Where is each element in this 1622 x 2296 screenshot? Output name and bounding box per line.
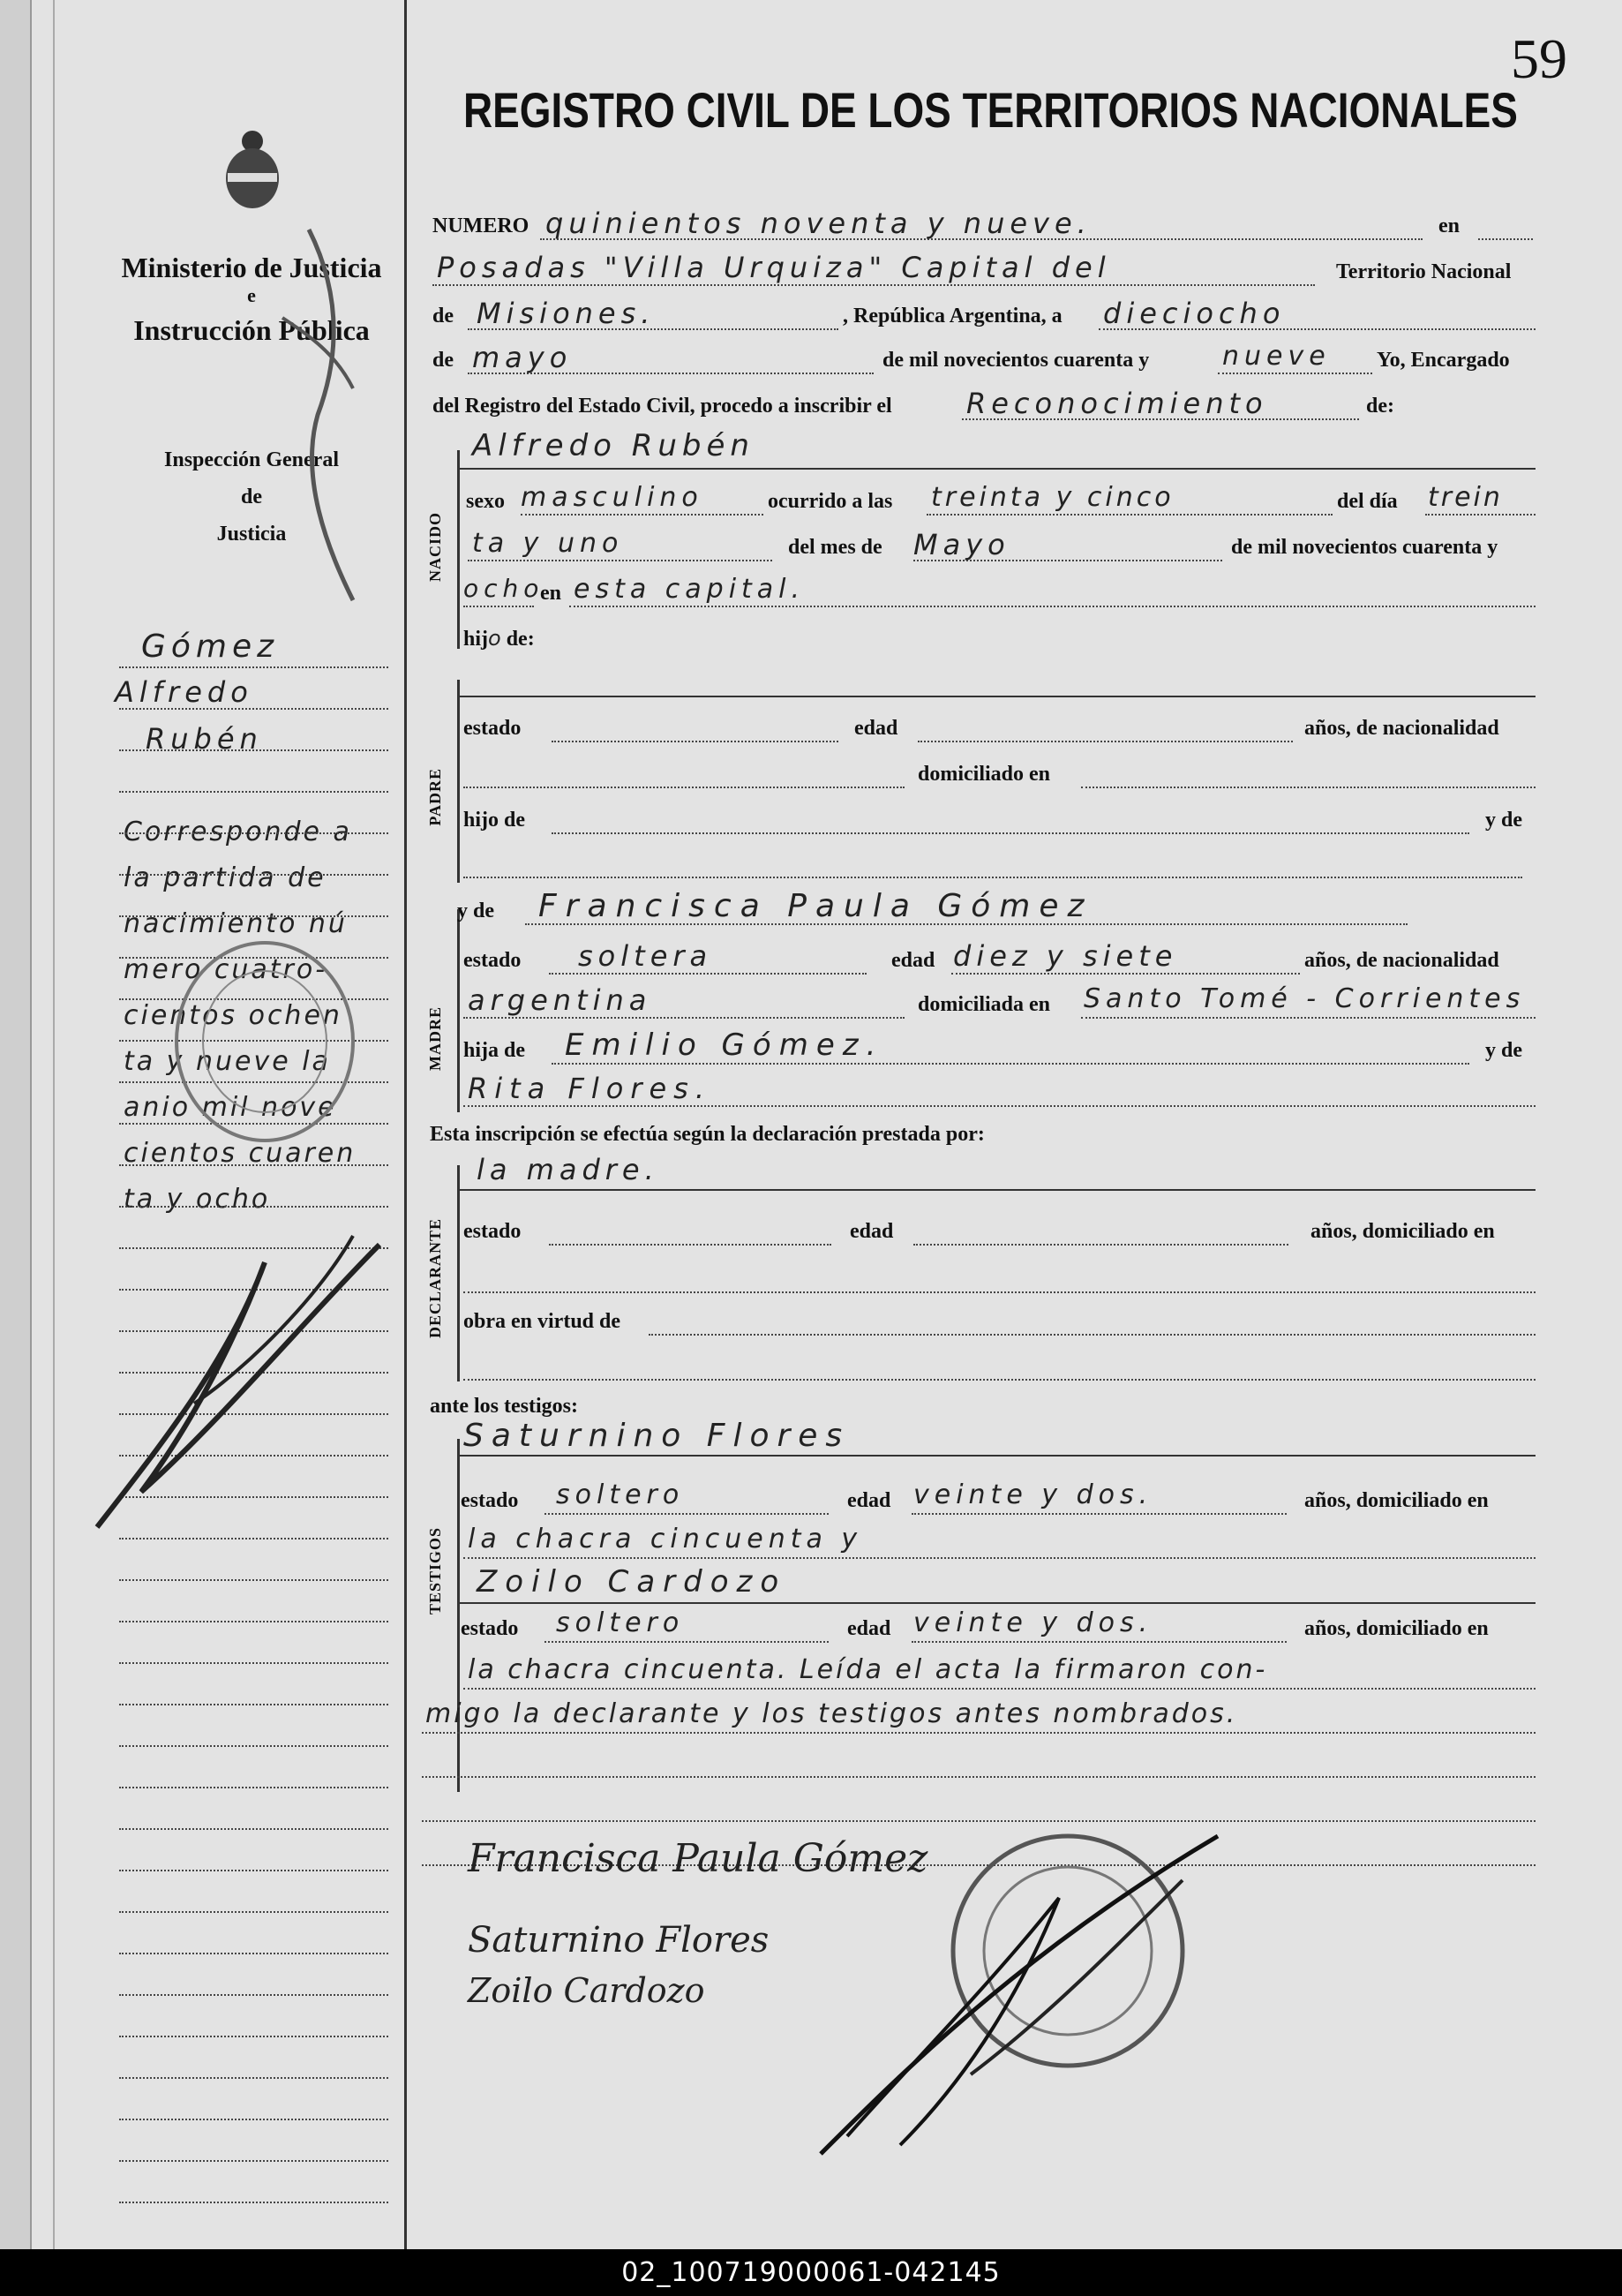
label-ocurrido: ocurrido a las bbox=[768, 490, 893, 513]
field-t2-dom2: migo la declarante y los testigos antes nombrados. bbox=[425, 1698, 1238, 1729]
field-dia2: ta y uno bbox=[472, 528, 624, 559]
rule-t2-dom2 bbox=[422, 1732, 1536, 1734]
official-signature-icon bbox=[794, 1810, 1235, 2163]
rule-madre-edad bbox=[951, 973, 1300, 975]
bracket-madre bbox=[457, 909, 460, 1112]
margin-rule-line bbox=[119, 708, 388, 710]
margin-rule-line bbox=[119, 915, 388, 917]
margin-note-line: cientos ochen bbox=[124, 1000, 342, 1031]
margin-rule-line bbox=[119, 1787, 388, 1788]
margin-rule-line bbox=[119, 666, 388, 668]
rule-t1-estado bbox=[544, 1513, 829, 1515]
field-lugar-nac: esta capital. bbox=[574, 574, 806, 605]
signature-saturnino: Saturnino Flores bbox=[468, 1920, 770, 1961]
field-nombre: Alfredo Rubén bbox=[472, 428, 755, 463]
bracket-nacido bbox=[457, 450, 460, 649]
label-del-dia: del día bbox=[1337, 490, 1398, 513]
field-anio: nueve bbox=[1222, 341, 1331, 372]
inspection-line3: Justicia bbox=[216, 523, 287, 546]
rule-padre-nac bbox=[463, 787, 905, 788]
field-anio-nac: ocho bbox=[463, 574, 544, 603]
rule-lugar-nac bbox=[569, 606, 1536, 607]
section-label-padre: PADRE bbox=[426, 768, 444, 826]
official-stamp-icon bbox=[168, 936, 362, 1148]
page-number: 59 bbox=[1511, 27, 1567, 90]
margin-given1: Alfredo bbox=[115, 675, 253, 709]
inspection-line2: de bbox=[241, 486, 262, 508]
field-t1-edad: veinte y dos. bbox=[913, 1479, 1153, 1510]
label-madre-domiciliada: domiciliada en bbox=[918, 993, 1051, 1016]
rule-en bbox=[1478, 238, 1533, 240]
label-t1-anos-dom: años, domiciliado en bbox=[1304, 1489, 1489, 1512]
margin-rule-line bbox=[119, 2077, 388, 2079]
rule-sexo bbox=[521, 514, 763, 516]
rule-testigo1 bbox=[459, 1455, 1536, 1457]
label-en: en bbox=[1438, 215, 1460, 237]
rule-padre-hijo bbox=[552, 832, 1469, 834]
rule-extra-1 bbox=[422, 1776, 1536, 1778]
margin-rule-line bbox=[119, 1745, 388, 1747]
rule-obra-2 bbox=[463, 1379, 1536, 1381]
margin-rule-line bbox=[119, 1579, 388, 1581]
field-t2-dom: la chacra cincuenta. Leída el acta la firmaron con- bbox=[468, 1654, 1268, 1685]
field-territorio: Misiones. bbox=[477, 297, 656, 330]
label-hijo-de: de: bbox=[506, 628, 535, 651]
label-t2-estado: estado bbox=[461, 1617, 519, 1640]
page-title: REGISTRO CIVIL DE LOS TERRITORIOS NACIONALES bbox=[463, 82, 1518, 138]
margin-rule-line bbox=[119, 2119, 388, 2120]
margin-rule-line bbox=[119, 1206, 388, 1208]
field-madre-padre: Emilio Gómez. bbox=[565, 1028, 884, 1063]
margin-surname: Gómez bbox=[141, 629, 280, 665]
rule-obra bbox=[649, 1334, 1536, 1336]
margin-rule-line bbox=[119, 1994, 388, 1996]
rule-t1-dom bbox=[463, 1557, 1536, 1559]
label-territorio: Territorio Nacional bbox=[1336, 260, 1512, 283]
field-madre-edad: diez y siete bbox=[953, 939, 1178, 973]
bracket-padre bbox=[457, 680, 460, 883]
rule-t2-dom bbox=[463, 1688, 1536, 1690]
vertical-signature-icon bbox=[256, 212, 371, 609]
rule-t2-edad bbox=[912, 1641, 1287, 1643]
rule-anio bbox=[1218, 373, 1372, 374]
margin-rule-line bbox=[119, 1538, 388, 1539]
field-acto: Reconocimiento bbox=[966, 387, 1268, 420]
rule-dia-nac bbox=[1425, 514, 1536, 516]
margin-note-line: ta y nueve la bbox=[124, 1046, 331, 1077]
field-t2-estado: soltero bbox=[556, 1607, 685, 1638]
label-obra-virtud: obra en virtud de bbox=[463, 1310, 621, 1333]
rule-madre-dom bbox=[1081, 1017, 1536, 1019]
rule-testigo2 bbox=[459, 1602, 1536, 1604]
label-numero: NUMERO bbox=[432, 215, 529, 237]
label-de-2: de bbox=[432, 349, 454, 372]
bracket-declarante bbox=[457, 1165, 460, 1381]
field-testigo1: Saturnino Flores bbox=[463, 1418, 851, 1454]
rule-t1-edad bbox=[912, 1513, 1287, 1515]
label-madre-estado: estado bbox=[463, 949, 522, 972]
label-madre-anos-nac: años, de nacionalidad bbox=[1304, 949, 1499, 972]
bracket-testigos bbox=[457, 1439, 460, 1792]
field-hijo-sufijo: o bbox=[488, 626, 501, 651]
margin-signature-icon bbox=[88, 1227, 406, 1536]
field-madre-estado: soltera bbox=[578, 939, 713, 973]
field-madre-madre: Rita Flores. bbox=[468, 1072, 712, 1105]
label-sexo: sexo bbox=[466, 490, 505, 513]
margin-note-line: ta y ocho bbox=[124, 1184, 271, 1215]
label-republica: , República Argentina, a bbox=[843, 305, 1063, 327]
margin-rule-line bbox=[119, 1911, 388, 1913]
label-t1-edad: edad bbox=[847, 1489, 891, 1512]
label-de-colon: de: bbox=[1366, 395, 1394, 418]
inspection-line1: Inspección General bbox=[164, 448, 339, 471]
field-t2-edad: veinte y dos. bbox=[913, 1607, 1153, 1638]
field-t1-estado: soltero bbox=[556, 1479, 685, 1510]
margin-rule-line bbox=[119, 1621, 388, 1622]
rule-madre-madre bbox=[463, 1105, 1536, 1107]
section-label-declarante: DECLARANTE bbox=[426, 1218, 444, 1339]
label-del-mes: del mes de bbox=[788, 536, 882, 559]
label-de: de bbox=[432, 305, 454, 327]
margin-rule-line bbox=[119, 2202, 388, 2203]
label-dec-edad: edad bbox=[850, 1220, 894, 1243]
field-testigo2: Zoilo Cardozo bbox=[477, 1564, 787, 1600]
margin-rule-line bbox=[119, 1953, 388, 1954]
field-t1-dom: la chacra cincuenta y bbox=[468, 1524, 863, 1555]
label-t2-anos-dom: años, domiciliado en bbox=[1304, 1617, 1489, 1640]
label-padre-hijo-de: hijo de bbox=[463, 809, 526, 832]
section-label-testigos: TESTIGOS bbox=[426, 1527, 444, 1615]
label-hijo bbox=[463, 626, 535, 651]
footer-id: 02_100719000061-042145 bbox=[0, 2249, 1622, 2296]
margin-rule-line bbox=[119, 749, 388, 751]
label-t2-edad: edad bbox=[847, 1617, 891, 1640]
field-hora: treinta y cinco bbox=[931, 482, 1175, 513]
section-label-nacido: NACIDO bbox=[426, 512, 444, 583]
rule-dia2 bbox=[468, 560, 772, 561]
margin-rule-line bbox=[119, 2160, 388, 2162]
margin-rule-line bbox=[119, 832, 388, 834]
binding-edge bbox=[0, 0, 32, 2249]
label-madre-y-de-2: y de bbox=[1485, 1039, 1522, 1062]
label-padre-estado: estado bbox=[463, 717, 522, 740]
ministry-line2: e bbox=[247, 284, 256, 306]
label-registro: del Registro del Estado Civil, procedo a inscribir el bbox=[432, 395, 892, 418]
rule-hora bbox=[927, 514, 1333, 516]
margin-rule-line bbox=[119, 1164, 388, 1166]
label-madre-y-de: y de bbox=[457, 900, 494, 922]
margin-rule-line bbox=[119, 1704, 388, 1705]
label-dec-estado: estado bbox=[463, 1220, 522, 1243]
rule-padre-dom bbox=[1081, 787, 1536, 788]
section-label-madre: MADRE bbox=[426, 1006, 444, 1071]
field-dia: trein bbox=[1428, 482, 1503, 513]
label-padre-edad: edad bbox=[854, 717, 898, 740]
field-madre-nombre: Francisca Paula Gómez bbox=[538, 888, 1093, 924]
rule-padre-edad bbox=[918, 741, 1293, 742]
field-declarante: la madre. bbox=[477, 1153, 659, 1186]
rule-dec-edad bbox=[913, 1244, 1288, 1246]
signature-zoilo: Zoilo Cardozo bbox=[468, 1971, 705, 2010]
margin-note-line: mero cuatro- bbox=[124, 954, 328, 985]
margin-rule-line bbox=[119, 1662, 388, 1664]
label-padre-y-de: y de bbox=[1485, 809, 1522, 832]
margin-rule-line bbox=[119, 874, 388, 876]
rule-dec-dom bbox=[463, 1291, 1536, 1293]
label-mil-nov2: de mil novecientos cuarenta y bbox=[1231, 536, 1498, 559]
field-fecha-dia: dieciocho bbox=[1103, 297, 1286, 330]
margin-note-line: cientos cuaren bbox=[124, 1138, 357, 1169]
margin-rule-line bbox=[119, 1828, 388, 1830]
label-en-nac: en bbox=[540, 582, 561, 605]
coat-of-arms-icon bbox=[219, 124, 286, 212]
field-fecha-mes: mayo bbox=[472, 341, 573, 374]
label-hijo-prefix: hij bbox=[463, 628, 489, 651]
rule-dec-estado bbox=[549, 1244, 831, 1246]
ministry-line1: Ministerio de Justicia bbox=[121, 252, 382, 283]
margin-note-line: Corresponde a bbox=[124, 817, 352, 847]
rule-madre-estado bbox=[549, 973, 867, 975]
field-lugar: Posadas "Villa Urquiza" Capital del bbox=[437, 251, 1111, 284]
label-yo-encargado: Yo, Encargado bbox=[1377, 349, 1510, 372]
rule-madre-nac bbox=[463, 1017, 905, 1019]
rule-nombre bbox=[459, 468, 1536, 470]
signature-francisca: Francisca Paula Gómez bbox=[468, 1836, 928, 1881]
label-dec-anos-dom: años, domiciliado en bbox=[1310, 1220, 1495, 1243]
margin-note-line: nacimiento nú bbox=[124, 908, 348, 939]
column-divider bbox=[404, 0, 407, 2249]
margin-rule-line bbox=[119, 1870, 388, 1871]
margin-rule-line bbox=[119, 2036, 388, 2037]
label-t1-estado: estado bbox=[461, 1489, 519, 1512]
rule-padre-estado bbox=[552, 741, 838, 742]
rule-padre-nombre bbox=[459, 696, 1536, 697]
margin-rule-line bbox=[119, 791, 388, 793]
label-madre-hija-de: hija de bbox=[463, 1039, 526, 1062]
ministry-line3: Instrucción Pública bbox=[133, 314, 370, 346]
rule-declarante bbox=[459, 1189, 1536, 1191]
rule-lugar bbox=[432, 284, 1315, 286]
rule-padre-madre bbox=[463, 877, 1522, 878]
label-inscripcion: Esta inscripción se efectúa según la declaración prestada por: bbox=[430, 1123, 985, 1146]
field-sexo: masculino bbox=[521, 482, 703, 513]
field-mes: Mayo bbox=[913, 528, 1010, 561]
label-padre-domiciliado: domiciliado en bbox=[918, 763, 1051, 786]
label-mil-nov: de mil novecientos cuarenta y bbox=[882, 349, 1150, 372]
rule-t2-estado bbox=[544, 1641, 829, 1643]
label-madre-edad: edad bbox=[891, 949, 935, 972]
field-madre-nac: argentina bbox=[468, 983, 652, 1017]
rule-madre-hija bbox=[552, 1063, 1469, 1065]
field-madre-dom: Santo Tomé - Corrientes bbox=[1084, 983, 1526, 1014]
label-padre-anos-nac: años, de nacionalidad bbox=[1304, 717, 1499, 740]
binding-line bbox=[53, 0, 55, 2249]
field-numero: quinientos noventa y nueve. bbox=[545, 207, 1092, 240]
rule-anio-nac bbox=[463, 606, 534, 607]
margin-note-line: anio mil nove bbox=[124, 1092, 337, 1123]
margin-given2: Rubén bbox=[146, 722, 263, 756]
margin-note-line: la partida de bbox=[124, 862, 327, 893]
label-ante-testigos: ante los testigos: bbox=[430, 1395, 578, 1418]
